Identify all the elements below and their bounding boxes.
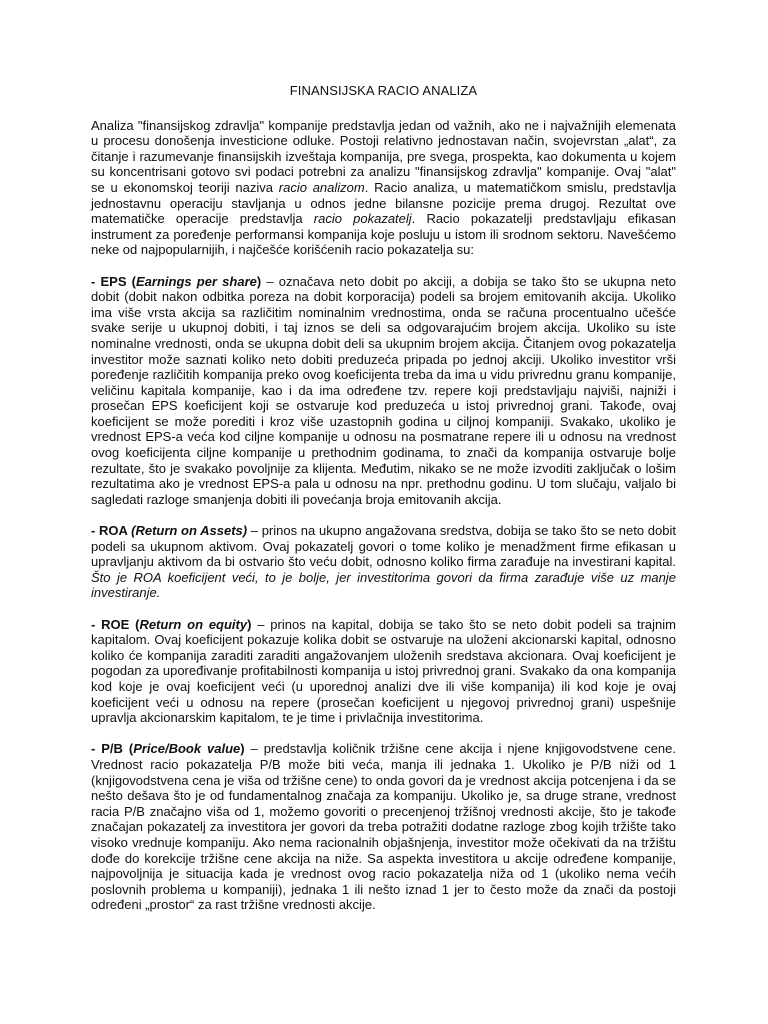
pb-paragraph <box>91 741 676 913</box>
pb-suffix: ) <box>240 741 245 757</box>
intro-text-3: . Racio pokazatelji predstavljaju efikasan instrument za poređenje performansi kompanija koje posluju u istom ili srodnom sektoru. Navešćemo neke od najpopularnijih, i najčešće korišćenih racio pokazatelja su: <box>91 211 676 258</box>
roe-suffix: ) <box>247 616 252 632</box>
roa-italic-ending: Što je ROA koeficijent veći, to je bolje, jer investitorima govori da firma zarađuje više uz manje investiranje. <box>91 569 676 601</box>
intro-italic-racio-pokazatelj: racio pokazatelj <box>313 211 412 227</box>
intro-paragraph <box>91 118 676 258</box>
roe-paragraph <box>91 617 676 726</box>
document-title: FINANSIJSKA RACIO ANALIZA <box>289 83 478 98</box>
roa-body: – prinos na ukupno angažovana sredstva, dobija se tako što se neto dobit podeli sa ukupnom aktivom. Ovaj pokazatelj govori o tome koliko je menadžment firme efikasan u upravljanju aktivom da bi ostvario što veću dobit, odnosno koliko firma zarađuje na investirani kapital. <box>91 523 676 570</box>
pb-body: – predstavlja količnik tržišne cene akcija i njene knjigovodstvene cene. Vrednost racio pokazatelja P/B može biti veća, manja ili jednaka 1. Ukoliko je P/B niži od 1 (knjigovodstvena cena je viša od tržišne cene) to onda govori da je vrednost akcija potcenjena i da se nešto dešava što je od fundamentalnog značaja za kompaniju. Ukoliko je, sa druge strane, vrednost racia P/B značajno viša od 1, možemo govoriti o precenjenoj tržišnoj vrednosti akcije, što je takođe značajan pokazatelj za investitora jer govori da treba potražiti dodatne razloge zbog kojih tržište tako visoko vrednuje kompaniju. Ako nema racionalnih objašnjenja, investitor može očekivati da na tržištu dođe do korekcije tržišne cene akcija na niže. Sa aspekta investitora u akcije određene kompanije, najpovoljnija je situacija kada je vrednost ovog racio pokazatelja niža od 1 (ukoliko nema većih poslovnih problema u kompaniji), jednaka 1 ili nešto iznad 1 jer to često može da znači da postoji određeni „prostor“ za rast tržišne vrednosti akcije. <box>91 741 677 913</box>
eps-term: Earnings per share <box>136 273 257 289</box>
intro-text-1: Analiza "finansijskog zdravlja" kompanije predstavlja jedan od važnih, ako ne i najvažnijih elemenata u procesu donošenja investicione odluke. Postoji relativno jednostavan način, svojevrstan „alat“, za čitanje i razumevanje finansijskih izveštaja kompanija, pre svega, prospekta, kao dokumenta u kojem su koncentrisani gotovo svi podaci potrebni za analizu "finansijskog zdravlja" kompanije. Ovaj "alat" se u ekonomskoj teoriji naziva <box>91 117 676 195</box>
intro-text-2: . Racio analiza, u matematičkom smislu, predstavlja jednostavnu operaciju stavljanja u odnos jedne bilansne pozicije prema drugoj. Rezultat ove matematičke operacije predstavlja <box>91 179 677 227</box>
roe-body: – prinos na kapital, dobija se tako što se neto dobit podeli sa trajnim kapitalom. Ovaj koeficijent pokazuje kolika dobit se ostvaruje na uloženi akcionarski kapital, odnosno koliko će kompanija zaraditi zaraditi angažovanjem uloženih sredstava akcionara. Ovaj koeficijent je pogodan za upoređivanje profitabilnosti kompanija u istoj privrednoj grani. Svakako da ona kompanija kod koje je ovaj koeficijent veći (u uporednoj analizi dve ili više kompanija) ili kod koje je ovaj koeficijent veći u odnosu na repere (prosečan koeficijent u njegovoj privrednoj grani) uspešnije upravlja akcionarskim kapitalom, te je time i privlačnija investitorima. <box>91 616 676 726</box>
roa-term: (Return on Assets) <box>131 523 248 539</box>
eps-prefix: - EPS ( <box>91 273 136 289</box>
roe-term: Return on equity <box>139 616 248 632</box>
intro-italic-racio-analiza: racio analizom <box>278 179 365 195</box>
eps-suffix: ) <box>256 273 262 289</box>
roa-prefix: - ROA <box>91 523 132 539</box>
pb-prefix: - P/B ( <box>91 741 134 757</box>
eps-paragraph <box>91 274 676 508</box>
roe-prefix: - ROE ( <box>91 616 140 632</box>
pb-term: Price/Book value <box>133 741 241 757</box>
eps-body: – označava neto dobit po akciji, a dobija se tako što se ukupna neto dobit (dobit nakon odbitka poreza na dobit korporacija) podeli sa brojem emitovanih akcija. Ukoliko ima više vrsta akcija sa različitim nominalnim vrednostima, onda se računa procentualno učešće svake serije u ukupnoj dobiti, i taj iznos se deli sa odgovarajućim brojem akcija. Ukoliko su iste nominalne vrednosti, onda se ukupna dobit deli sa ukupnim brojem akcija. Čitanjem ovog pokazatelja investitor može saznati koliko neto dobiti preduzeća pripada po jednoj akciji. Ukoliko investitor vrši poređenje različitih kompanija preko ovog koeficijenta treba da ima u vidu privrednu granu kompanije, veličinu kapitala kompanije, kao i da ima određene tzv. repere koji predstavljaju najviši, najniži i prosečan EPS koeficijent koji se ostvaruje kod preduzeća u istoj privrednoj grani. Takođe, ovaj koeficijent se može porediti i kroz više uzastopnih godina u ciljnoj kompaniji. Svakako, ukoliko je vrednost EPS-a veća kod ciljne kompanije u odnosu na posmatrane repere ili u odnosu na vrednost ovog koeficijenta ciljne kompanije u prethodnim godinama, to znači da kompanija ostvaruje bolje rezultate, što je svakako povoljnije za klijenta. Međutim, nikako se ne može izvoditi zaključak o lošim rezultatima ako je vrednost EPS-a pala u odnosu na npr. prethodnu godinu. U tom slučaju, valjalo bi sagledati razloge smanjenja dobiti ili povećanja broja emitovanih akcija. <box>91 273 676 507</box>
roa-paragraph <box>91 523 676 601</box>
document-page <box>91 83 676 928</box>
